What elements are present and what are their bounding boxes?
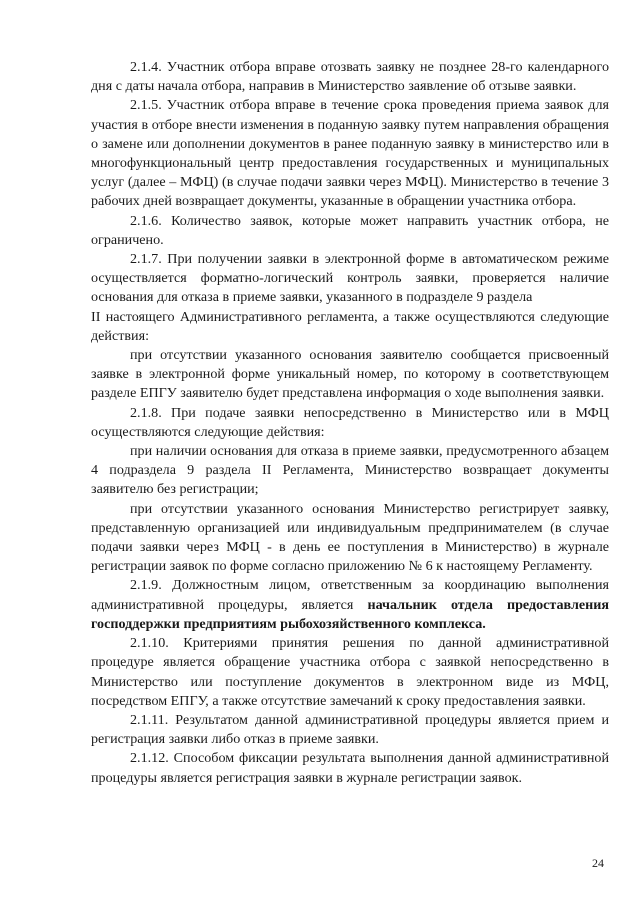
paragraph-2-1-8: 2.1.8. При подаче заявки непосредственно в Министерство или в МФЦ осуществляются следующие действия: <box>91 404 609 440</box>
paragraph-2-1-4: 2.1.4. Участник отбора вправе отозвать заявку не позднее 28-го календарного дня с даты начала отбора, направив в Министерство заявление об отзыве заявки. <box>91 59 609 95</box>
paragraph-2-1-12: 2.1.12. Способом фиксации результата выполнения данной административной процедуры является регистрация заявки в журнале регистрации заявок. <box>91 750 609 786</box>
paragraph-2-1-6: 2.1.6. Количество заявок, которые может направить участник отбора, не ограничено. <box>91 212 609 248</box>
paragraph-2-1-9 <box>91 576 609 634</box>
paragraph-2-1-11: 2.1.11. Результатом данной административной процедуры является прием и регистрация заявки либо отказ в приеме заявки. <box>91 711 609 748</box>
paragraph-2-1-7: 2.1.7. При получении заявки в электронной форме в автоматическом режиме осуществляется форматно-логический контроль заявки, проверяется наличие основания для отказа в приеме заявки, указанного в подразделе 9 раздела <box>91 251 609 306</box>
paragraph-2-1-7-continued: II настоящего Административного регламента, а также осуществляются следующие действия: <box>91 308 609 344</box>
paragraph-2-1-10: 2.1.10. Критериями принятия решения по данной административной процедуре является обращение участника отбора с заявкой непосредственно в Министерство или поступление документов в электронном виде из МФЦ, посредством ЕПГУ, а также отсутствие замечаний к сроку предоставления заявки. <box>91 635 609 709</box>
responsible-official: начальник отдела предоставления господдержки предприятиям рыбохозяйственного комплекса. <box>91 596 609 632</box>
paragraph-2-1-7-action: при отсутствии указанного основания заявителю сообщается присвоенный заявке в электронной форме уникальный номер, по которому в соответствующем разделе ЕПГУ заявителю будет представлена информация о ходе выполнения заявки. <box>91 347 609 402</box>
paragraph-2-1-8-refusal: при наличии основания для отказа в приеме заявки, предусмотренного абзацем 4 подраздела 9 раздела II Регламента, Министерство возвращает документы заявителю без регистрации; <box>91 443 609 498</box>
document-body <box>91 58 609 788</box>
page-number: 24 <box>592 856 604 870</box>
paragraph-2-1-8-registration: при отсутствии указанного основания Министерство регистрирует заявку, представленную организацией или индивидуальным предпринимателем (в случае подачи заявки через МФЦ - в день ее поступления в Министерство) в журнале регистрации заявок по форме согласно приложению № 6 к настоящему Регламенту. <box>91 500 609 575</box>
paragraph-2-1-5: 2.1.5. Участник отбора вправе в течение срока проведения приема заявок для участия в отборе внести изменения в поданную заявку путем направления обращения о замене или дополнении документов в ранее поданную заявку в министерство или в многофункциональный центр предоставления государственных и муниципальных услуг (далее – МФЦ) (в случае подачи заявки через МФЦ). Министерство в течение 3 рабочих дней возвращает документы, указанные в обращении участника отбора. <box>91 97 609 210</box>
paragraph-2-1-9-text: 2.1.9. Должностным лицом, ответственным за координацию выполнения административной процедуры, является <box>91 577 609 613</box>
